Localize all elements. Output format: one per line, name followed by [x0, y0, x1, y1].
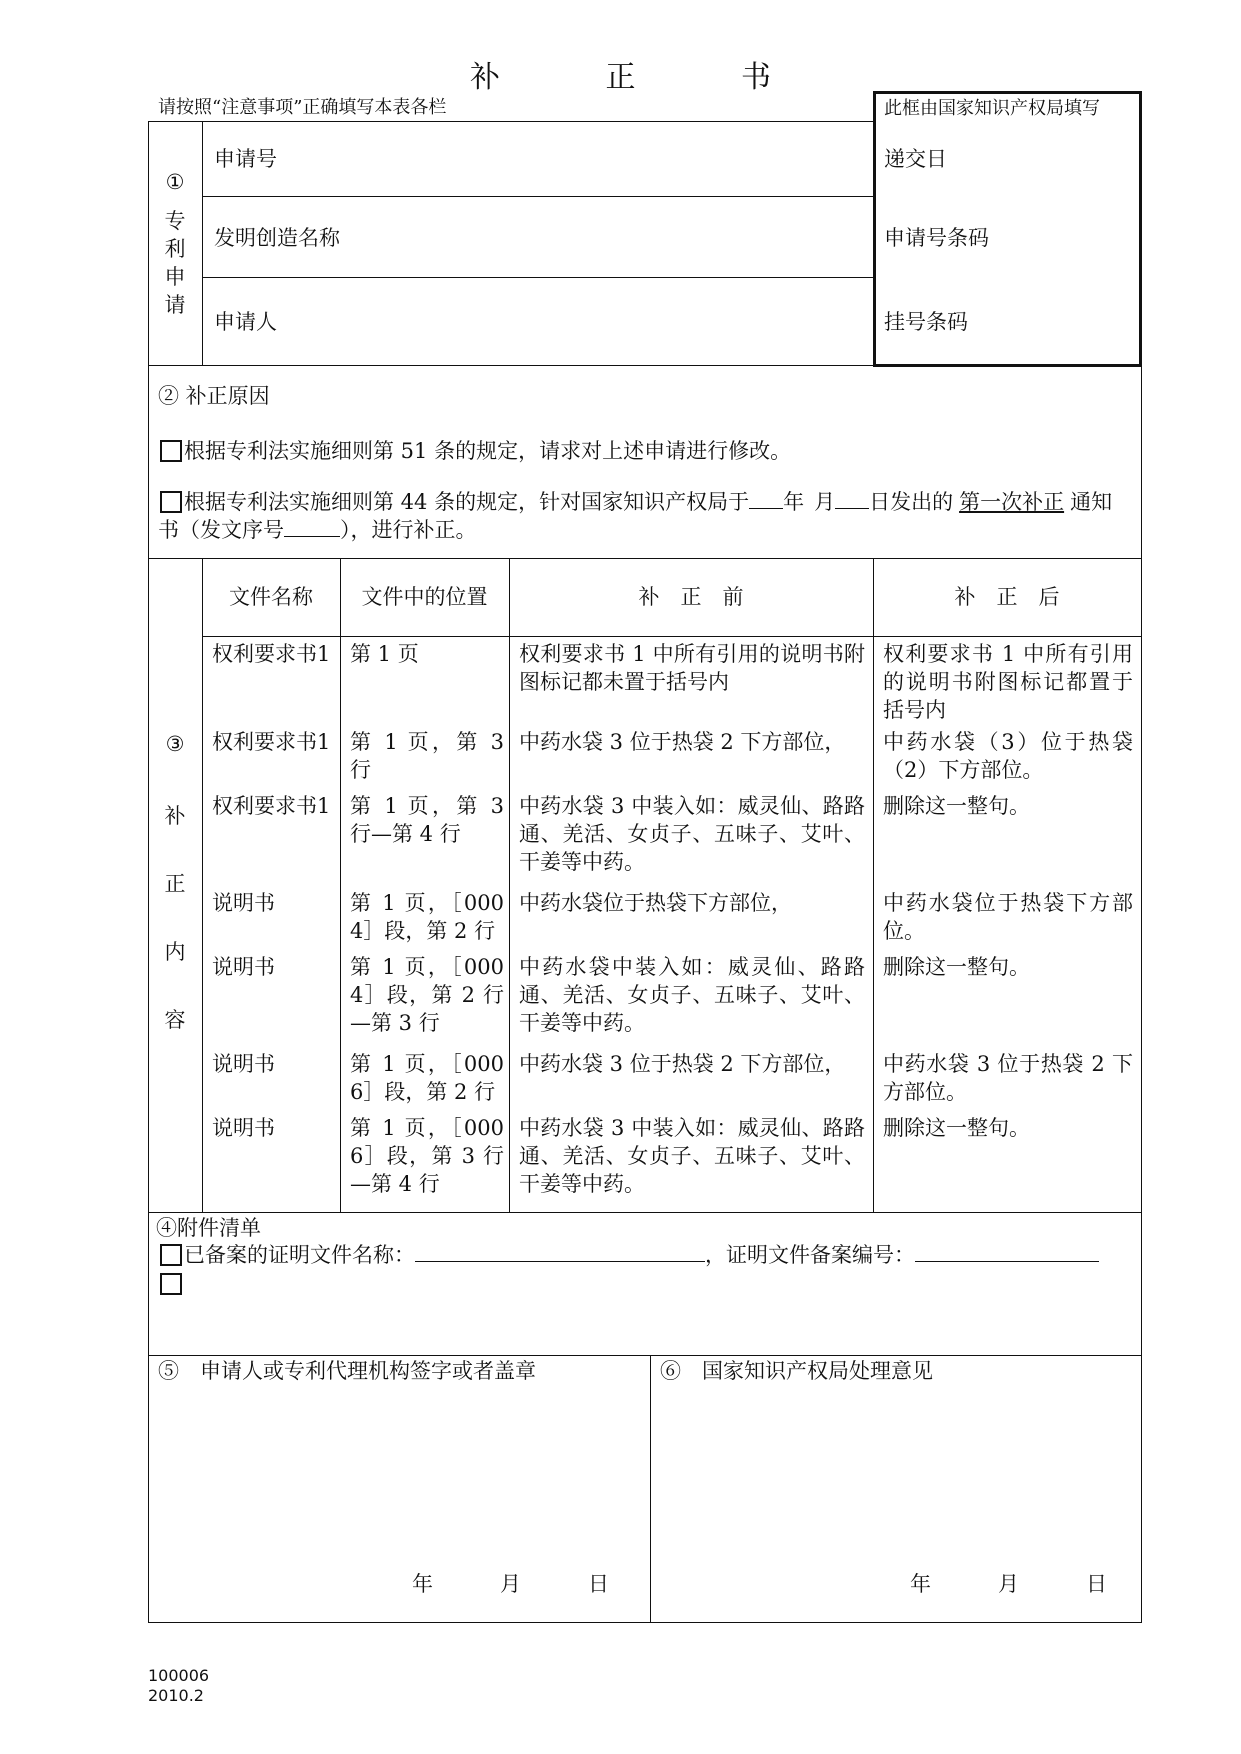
table-row-2-before: 中药水袋 3 位于热袋 2 下方部位， [519, 730, 846, 754]
section3-number: ③ [165, 732, 185, 756]
section3-label-1: 补 [164, 804, 186, 828]
submit-date-label: 递交日 [884, 147, 947, 171]
notice-type: 第一次补正 [959, 490, 1065, 514]
table-row-2-after: 中药水袋（3）位于热袋（2）下方部位。 [883, 730, 1133, 782]
invention-name-field[interactable]: 发明创造名称 [214, 226, 340, 250]
section6-day: 日 [1086, 1572, 1107, 1596]
filed-doc-checkbox[interactable] [160, 1244, 182, 1266]
table-row-6-file: 说明书 [212, 1052, 275, 1076]
table-row-7-position: 第 1 页，［0006］段，第 3 行—第 4 行 [350, 1116, 504, 1196]
table-row-5-after: 删除这一整句。 [883, 955, 1030, 979]
section3-label-3: 内 [164, 940, 186, 964]
table-row-6-before: 中药水袋 3 位于热袋 2 下方部位， [519, 1052, 846, 1076]
table-row-5-file: 说明书 [212, 955, 275, 979]
filed-doc-number-blank[interactable] [915, 1261, 1099, 1262]
reason-44-line1: 根据专利法实施细则第 44 条的规定，针对国家知识产权局于 年 月 日发出的 第一次补正 通知 [184, 490, 1113, 514]
table-row-1-before: 权利要求书 1 中所有引用的说明书附图标记都未置于括号内 [519, 642, 865, 694]
reason-44-checkbox[interactable] [160, 491, 182, 513]
reason-44-line2: 书（发文序号 ），进行补正。 [158, 518, 477, 542]
table-row-1-position: 第 1 页 [350, 642, 419, 666]
table-row-3-after: 删除这一整句。 [883, 794, 1030, 818]
filed-doc-line: 已备案的证明文件名称： ，证明文件备案编号： [184, 1241, 1099, 1269]
header-position: 文件中的位置 [361, 585, 488, 609]
section5-year: 年 [412, 1572, 433, 1596]
application-number-field[interactable]: 申请号 [214, 147, 277, 171]
table-row-4-after: 中药水袋位于热袋下方部位。 [883, 891, 1133, 943]
table-row-4-file: 说明书 [212, 891, 275, 915]
section3-label-4: 容 [164, 1008, 186, 1032]
instruction-text: 请按照“注意事项”正确填写本表各栏 [158, 97, 447, 118]
section1-label-4: 请 [164, 293, 186, 317]
section1-label-2: 利 [164, 237, 186, 261]
section6-heading: ⑥ 国家知识产权局处理意见 [660, 1359, 933, 1383]
section3-label-2: 正 [164, 872, 186, 896]
filed-doc-name-blank[interactable] [415, 1261, 705, 1262]
reason-51-text: 根据专利法实施细则第 51 条的规定，请求对上述申请进行修改。 [184, 439, 792, 463]
dispatch-serial-blank[interactable] [284, 536, 340, 537]
section1-label-3: 申 [164, 265, 186, 289]
table-row-5-position: 第 1 页，［0004］段，第 2 行—第 3 行 [350, 955, 504, 1035]
attachment-checkbox-2[interactable] [160, 1273, 182, 1295]
table-row-1-after: 权利要求书 1 中所有引用的说明书附图标记都置于括号内 [883, 642, 1133, 722]
applicant-field[interactable]: 申请人 [214, 310, 277, 334]
form-code: 100006 [148, 1666, 210, 1685]
table-row-6-after: 中药水袋 3 位于热袋 2 下方部位。 [883, 1052, 1133, 1104]
table-row-3-file: 权利要求书1 [212, 794, 331, 818]
table-row-6-position: 第 1 页，［0006］段，第 2 行 [350, 1052, 504, 1104]
table-row-4-before: 中药水袋位于热袋下方部位， [519, 891, 792, 915]
section6-month: 月 [998, 1572, 1019, 1596]
section6-year: 年 [910, 1572, 931, 1596]
header-after: 补 正 后 [954, 585, 1060, 609]
page-title: 补 正 书 [469, 60, 820, 95]
section1-label-1: 专 [164, 209, 186, 233]
table-row-7-after: 删除这一整句。 [883, 1116, 1030, 1140]
section4-heading: ④附件清单 [156, 1216, 261, 1240]
mail-barcode-label: 挂号条码 [884, 310, 968, 334]
section1-number: ① [165, 170, 185, 194]
form-version: 2010.2 [148, 1686, 204, 1705]
notice-month-blank[interactable] [835, 508, 869, 509]
table-row-7-before: 中药水袋 3 中装入如：威灵仙、路路通、羌活、女贞子、五味子、艾叶、干姜等中药。 [519, 1116, 865, 1196]
table-row-7-file: 说明书 [212, 1116, 275, 1140]
office-box-header: 此框由国家知识产权局填写 [884, 98, 1100, 119]
app-barcode-label: 申请号条码 [884, 226, 989, 250]
table-row-3-position: 第 1 页，第 3 行—第 4 行 [350, 794, 504, 846]
notice-year-blank[interactable] [749, 508, 783, 509]
section5-month: 月 [500, 1572, 521, 1596]
section5-day: 日 [588, 1572, 609, 1596]
header-before: 补 正 前 [638, 585, 744, 609]
section5-heading: ⑤ 申请人或专利代理机构签字或者盖章 [158, 1359, 536, 1383]
reason-51-checkbox[interactable] [160, 440, 182, 462]
table-row-3-before: 中药水袋 3 中装入如：威灵仙、路路通、羌活、女贞子、五味子、艾叶、干姜等中药。 [519, 794, 865, 874]
table-row-2-file: 权利要求书1 [212, 730, 331, 754]
section2-heading: ② 补正原因 [158, 384, 270, 408]
table-row-2-position: 第 1 页，第 3 行 [350, 730, 504, 782]
header-file-name: 文件名称 [229, 585, 313, 609]
table-row-4-position: 第 1 页，［0004］段，第 2 行 [350, 891, 504, 943]
table-row-5-before: 中药水袋中装入如：威灵仙、路路通、羌活、女贞子、五味子、艾叶、干姜等中药。 [519, 955, 865, 1035]
table-row-1-file: 权利要求书1 [212, 642, 331, 666]
